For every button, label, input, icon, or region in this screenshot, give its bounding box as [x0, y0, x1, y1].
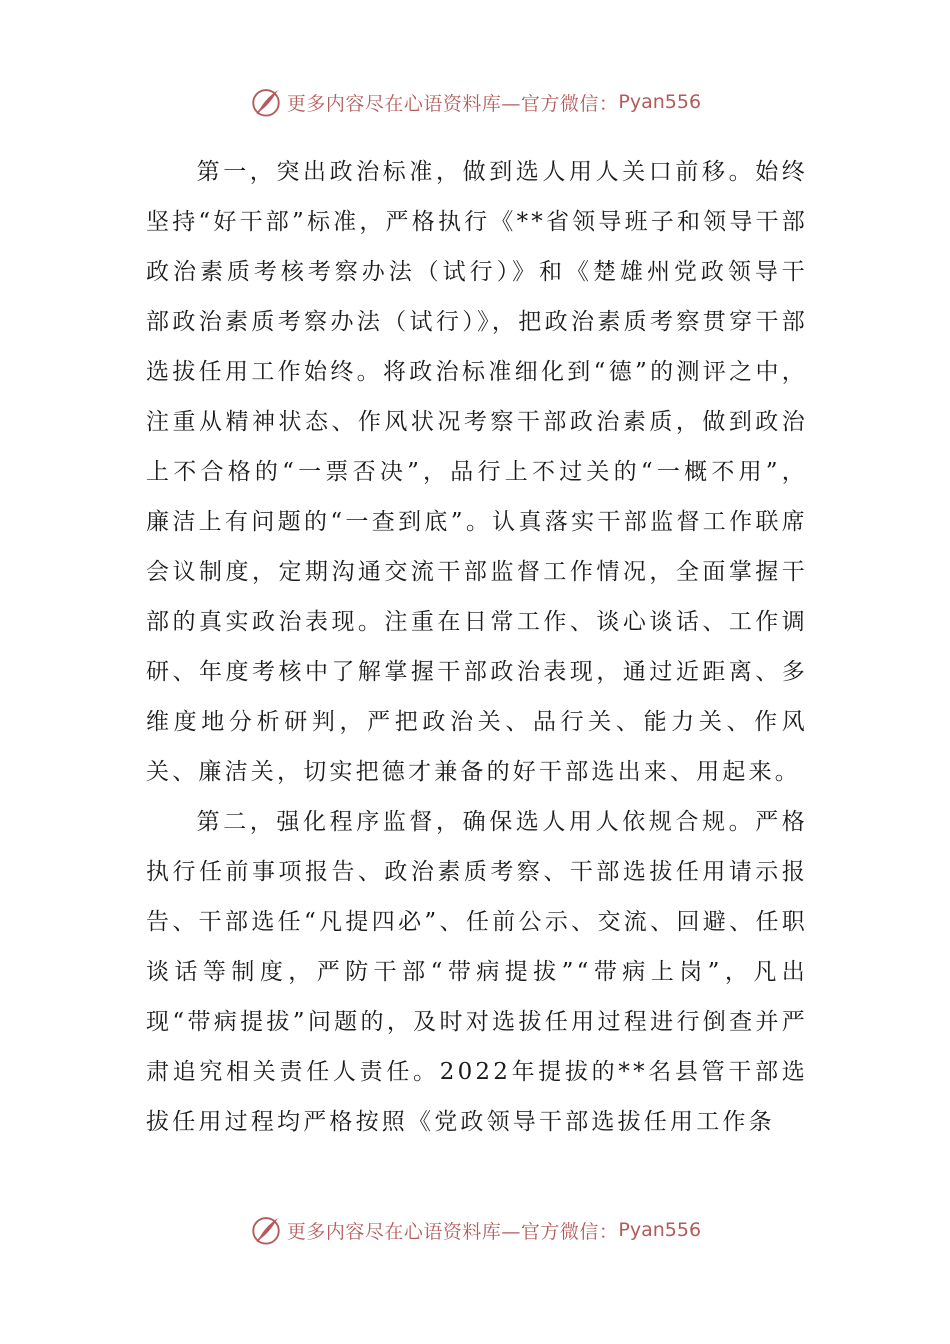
wechat-id: Pyan556: [618, 91, 702, 113]
paragraph: 第一，突出政治标准，做到选人用人关口前移。始终坚持“好干部”标准，严格执行《**省领导班子和领导干部政治素质考核考察办法（试行）》和《楚雄州党政领导干部政治素质考察办法（试行）》，把政治素质考察贯穿干部选拔任用工作始终。将政治标准细化到“德”的测评之中，注重从精神状态、作风状况考察干部政治素质，做到政治上不合格的“一票否决”，品行上不过关的“一概不用”，廉洁上有问题的“一查到底”。认真落实干部监督工作联席会议制度，定期沟通交流干部监督工作情况，全面掌握干部的真实政治表现。注重在日常工作、谈心谈话、工作调研、年度考核中了解掌握干部政治表现，通过近距离、多维度地分析研判，严把政治关、品行关、能力关、作风关、廉洁关，切实把德才兼备的好干部选出来、用起来。: [146, 159, 808, 785]
quill-pen-logo-icon: [249, 1213, 283, 1247]
banner-text: 更多内容尽在心语资料库—官方微信：: [286, 92, 619, 115]
paragraph: 第二，强化程序监督，确保选人用人依规合规。严格执行任前事项报告、政治素质考察、干部选拔任用请示报告、干部选任“凡提四必”、任前公示、交流、回避、任职谈话等制度，严防干部“带病提拔”“带病上岗”，凡出现“带病提拔”问题的，及时对选拔任用过程进行倒查并严肃追究相关责任人责任。2022年提拔的**名县管干部选拔任用过程均严格按照《党政领导干部选拔任用工作条: [146, 809, 808, 1135]
header-banner: [0, 82, 950, 122]
quill-pen-logo-icon: [249, 85, 283, 119]
banner-text: 更多内容尽在心语资料库—官方微信：: [286, 1220, 619, 1243]
footer-banner: [0, 1210, 950, 1250]
document-body: [146, 147, 808, 1147]
wechat-id: Pyan556: [618, 1219, 702, 1241]
